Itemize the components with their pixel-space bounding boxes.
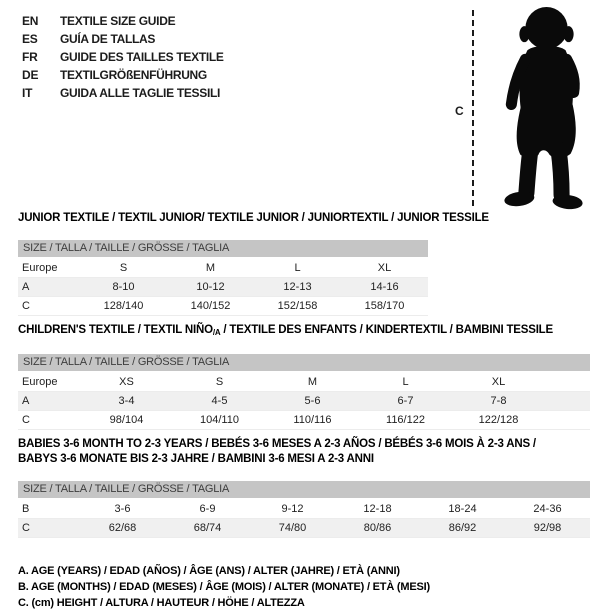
age-cell: 8-10 (112, 281, 135, 293)
table-row-height (18, 411, 590, 430)
height-cell: 128/140 (103, 300, 144, 312)
height-cell: 158/170 (364, 300, 405, 312)
junior-size-table (18, 240, 428, 316)
size-cell: S (215, 376, 224, 388)
table-row-age-months (18, 500, 590, 519)
age-cell: 14-16 (370, 281, 399, 293)
section-childrens-textile (18, 323, 590, 430)
height-cell: 68/74 (193, 522, 222, 534)
language-code: ES (22, 32, 38, 46)
table-row-europe (18, 373, 590, 392)
age-cell: 12-13 (283, 281, 312, 293)
language-title: GUÍA DE TALLAS (60, 32, 156, 46)
row-label: Europe (22, 262, 58, 274)
size-cell: XL (377, 262, 392, 274)
height-cell: 80/86 (363, 522, 392, 534)
table-row-age (18, 392, 590, 411)
language-title: TEXTILE SIZE GUIDE (60, 14, 176, 28)
size-header-bar: SIZE / TALLA / TAILLE / GRÖSSE / TAGLIA (18, 240, 428, 259)
row-label: A (22, 281, 30, 293)
age-cell: 4-5 (211, 395, 228, 407)
section-junior-textile (18, 211, 590, 316)
size-cell: L (402, 376, 409, 388)
table-row-europe (18, 259, 428, 278)
row-label: C (22, 414, 30, 426)
size-cell: XL (491, 376, 506, 388)
language-code: DE (22, 68, 39, 82)
height-cell: 74/80 (278, 522, 307, 534)
language-title: GUIDE DES TAILLES TEXTILE (60, 50, 224, 64)
height-cell: 152/158 (277, 300, 318, 312)
language-header (22, 12, 224, 102)
title-subscript: /A (212, 328, 221, 337)
section-title-babies-line2: BABYS 3-6 MONATE BIS 2-3 JAHRE / BAMBINI 3-6 MESI A 2-3 ANNI (18, 453, 374, 465)
height-cell: 98/104 (109, 414, 144, 426)
title-part: / TEXTILE DES ENFANTS / KINDERTEXTIL / BAMBINI TESSILE (220, 324, 553, 336)
age-cell: 12-18 (363, 503, 392, 515)
size-cell: S (119, 262, 128, 274)
table-row-height (18, 297, 428, 316)
row-label: B (22, 503, 30, 515)
size-cell: M (205, 262, 216, 274)
row-label: A (22, 395, 30, 407)
babies-size-table (18, 481, 590, 538)
age-cell: 3-6 (114, 503, 131, 515)
language-title: GUIDA ALLE TAGLIE TESSILI (60, 86, 221, 100)
age-cell: 10-12 (196, 281, 225, 293)
row-label: C (22, 300, 30, 312)
legend-height-cm: C. (cm) HEIGHT / ALTURA / HAUTEUR / HÖHE / ALTEZZA (18, 597, 305, 609)
height-measure-dashed-line (472, 10, 474, 206)
size-header-bar: SIZE / TALLA / TAILLE / GRÖSSE / TAGLIA (18, 354, 590, 373)
measure-c-label: C (455, 104, 464, 118)
height-cell: 116/122 (386, 414, 425, 426)
age-cell: 7-8 (490, 395, 507, 407)
age-cell: 6-7 (397, 395, 414, 407)
section-title-babies-line1: BABIES 3-6 MONTH TO 2-3 YEARS / BEBÉS 3-6 MESES A 2-3 AÑOS / BÉBÉS 3-6 MOIS À 2-3 ANS / (18, 438, 536, 450)
legend-age-years: A. AGE (YEARS) / EDAD (AÑOS) / ÂGE (ANS) / ALTER (JAHRE) / ETÀ (ANNI) (18, 565, 400, 577)
size-cell: XS (119, 376, 134, 388)
language-code: FR (22, 50, 38, 64)
height-cell: 110/116 (293, 414, 332, 426)
table-row-height (18, 519, 590, 538)
section-babies (18, 437, 590, 538)
language-code: IT (22, 86, 33, 100)
legend-age-months: B. AGE (MONTHS) / EDAD (MESES) / ÂGE (MOIS) / ALTER (MONATE) / ETÀ (MESI) (18, 581, 430, 593)
childrens-size-table (18, 354, 590, 430)
size-cell: M (307, 376, 318, 388)
height-cell: 86/92 (448, 522, 477, 534)
section-title-childrens (18, 323, 590, 340)
language-row-en (22, 12, 224, 30)
table-row-age (18, 278, 428, 297)
size-cell: L (294, 262, 301, 274)
height-cell: 62/68 (108, 522, 137, 534)
language-title: TEXTILGRÖßENFÜHRUNG (60, 68, 207, 82)
language-row-de (22, 66, 224, 84)
size-tables-area (18, 211, 590, 611)
age-cell: 3-4 (118, 395, 135, 407)
language-row-fr (22, 48, 224, 66)
size-header-bar: SIZE / TALLA / TAILLE / GRÖSSE / TAGLIA (18, 481, 590, 500)
row-label: C (22, 522, 30, 534)
baby-figure-panel (448, 0, 600, 216)
age-cell: 9-12 (281, 503, 304, 515)
section-title-junior: JUNIOR TEXTILE / TEXTIL JUNIOR/ TEXTILE JUNIOR / JUNIORTEXTIL / JUNIOR TESSILE (18, 212, 489, 224)
age-cell: 5-6 (304, 395, 321, 407)
age-cell: 24-36 (533, 503, 562, 515)
height-cell: 104/110 (200, 414, 239, 426)
language-row-es (22, 30, 224, 48)
age-cell: 18-24 (448, 503, 477, 515)
measurement-legend (18, 563, 590, 611)
title-part: CHILDREN'S TEXTILE / TEXTIL NIÑO (18, 324, 213, 336)
age-cell: 6-9 (199, 503, 216, 515)
baby-silhouette-icon (494, 4, 600, 212)
height-cell: 122/128 (478, 414, 519, 426)
row-label: Europe (22, 376, 58, 388)
height-cell: 92/98 (533, 522, 562, 534)
height-cell: 140/152 (190, 300, 231, 312)
language-row-it (22, 84, 224, 102)
language-code: EN (22, 14, 39, 28)
